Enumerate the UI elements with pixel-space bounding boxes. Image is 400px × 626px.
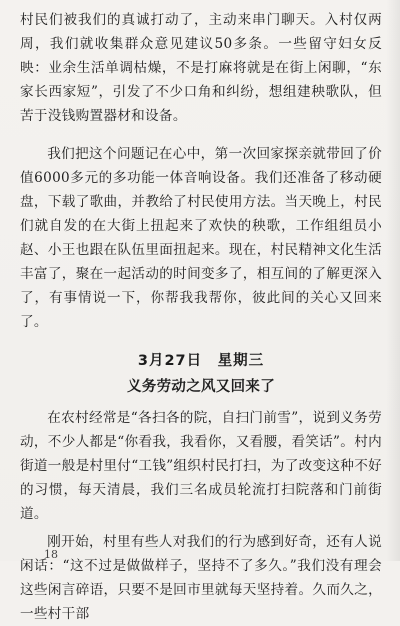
paragraph-persistence: 刚开始，村里有些人对我们的行为感到好奇，还有人说闲话：“这不过是做做样子，坚持不了多久。”我们没有理会这些闲言碎语，只要不是回市里就每天坚持着。久而久之，一些村干部 bbox=[20, 534, 382, 622]
paragraph-gap bbox=[20, 128, 382, 142]
date-heading: 3月27日 星期三 bbox=[137, 353, 265, 369]
paragraph-gap bbox=[20, 334, 382, 348]
page-edge-shadow bbox=[386, 0, 400, 561]
paragraph-sound-equipment: 我们把这个问题记在心中，第一次回家探亲就带回了价值6000多元的多功能一体音响设备。我们还准备了移动硬盘，下载了歌曲，并教给了村民使用方法。当天晚上，村民们就自发的在大街上扭起来了欢快的秧歌，工作组组员小赵、小王也跟在队伍里面扭起来。现在，村民精神文化生活丰富了，聚在一起活动的时间变多了，相互间的了解更深入了，有事情说一下，你帮我我帮你，彼此间的关心又回来了。 bbox=[20, 146, 382, 330]
page-content bbox=[20, 8, 382, 626]
paragraph-voluntary-labor: 在农村经常是“各扫各的院，自扫门前雪”，说到义务劳动，不少人都是“你看我，我看你，又看腰，看笑话”。村内街道一般是村里付“工钱”组织村民打扫，为了改变这种不好的习惯，每天清晨，我们三名成员轮流打扫院落和门前街道。 bbox=[20, 410, 382, 522]
page-number: 18 bbox=[44, 548, 58, 561]
paragraph-villagers-moved: 村民们被我们的真诚打动了，主动来串门聊天。入村仅两周，我们就收集群众意见建议50多条。一些留守妇女反映：业余生活单调枯燥，不是打麻将就是在街上闲聊，“东家长西家短”，引发了不少口角和纠纷，想组建秧歌队，但苦于没钱购置器材和设备。 bbox=[20, 12, 382, 124]
section-title: 义务劳动之风又回来了 bbox=[127, 379, 275, 395]
